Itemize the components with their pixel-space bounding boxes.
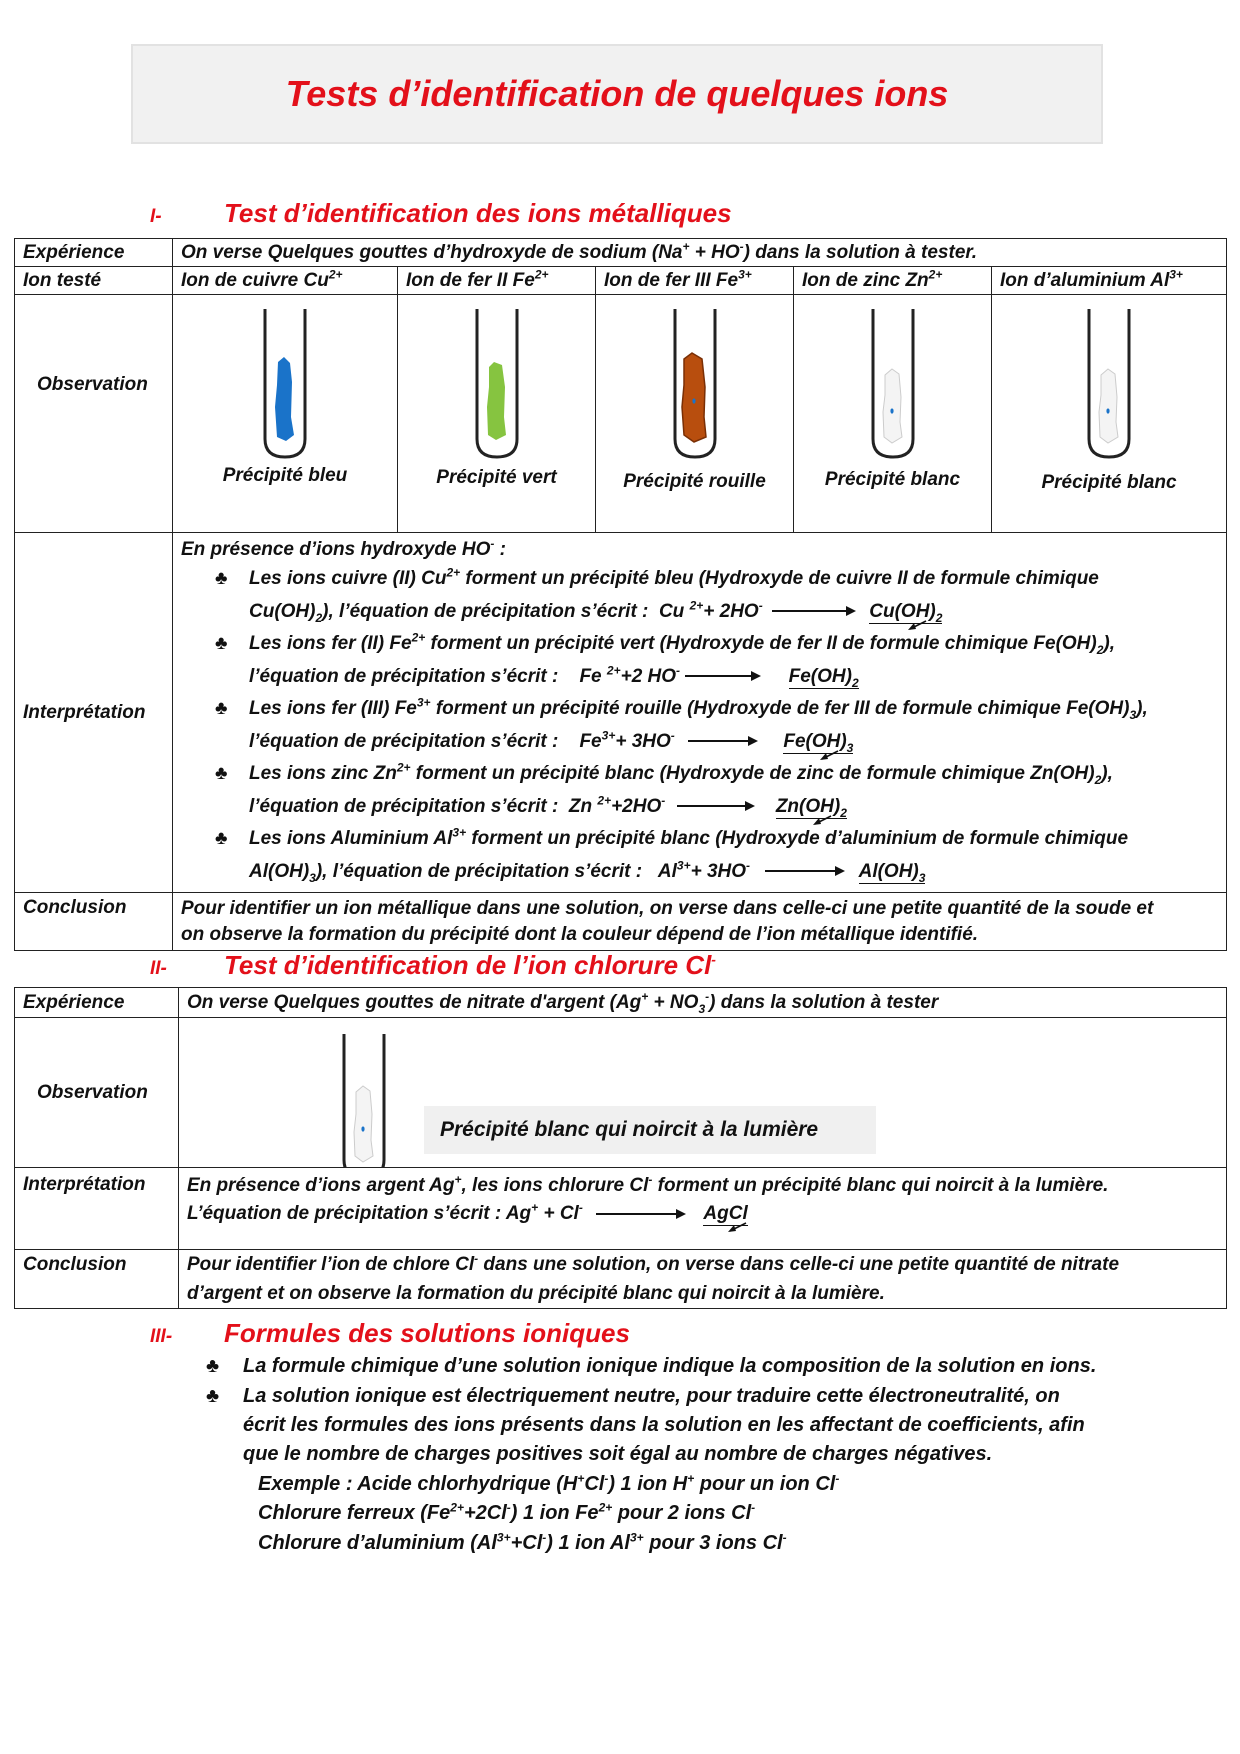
ion-cell: Ion de cuivre $Cu^{2+}$ (173, 267, 398, 295)
conclusion-row (15, 893, 1227, 951)
observation-row (15, 295, 1227, 533)
conclusion-text (173, 893, 1227, 951)
conclusion-line: Pour identifier un ion métallique dans une solution, on verse dans celle-ci une petite quantité de la soude et (181, 897, 1154, 919)
tube-cell (398, 295, 596, 533)
precipitate (682, 353, 706, 442)
bullet-text: La solution ionique est électriquement neutre, pour traduire cette électroneutralité, on (243, 1385, 1060, 1407)
ion-cell: Ion de fer II $Fe^{2+}$ (398, 267, 596, 295)
precipitate-arrow-icon (726, 1221, 748, 1233)
conclusion-row (15, 1250, 1227, 1309)
section-1-heading (150, 198, 732, 229)
observation-cell (179, 1018, 1227, 1168)
equation-line: $Al(OH)_3$), l’équation de précipitation s’écrit : $Al^{3+}+ 3HO^-$ $Al(OH)_3$ (249, 858, 926, 885)
precipitate-label: Précipité blanc (1041, 472, 1177, 493)
club-icon: ♣ (215, 763, 228, 784)
title-box (131, 44, 1103, 144)
tube-cell (596, 295, 794, 533)
row-label: Observation (15, 295, 173, 533)
row-label: Expérience (15, 239, 173, 267)
precipitate (487, 362, 506, 440)
interpretation-text (179, 1168, 1227, 1250)
ion-cell: Ion de fer III $Fe^{3+}$ (596, 267, 794, 295)
experience-row (15, 988, 1227, 1018)
section-3-title: Formules des solutions ioniques (224, 1318, 630, 1348)
equation-line: l’équation de précipitation s’écrit : $Fe^{3+}+ 3HO^-$ $Fe(OH)_3$ (181, 726, 1218, 759)
observation-row (15, 1018, 1227, 1168)
test-tube-icon (670, 307, 720, 465)
club-icon: ♣ (215, 698, 228, 719)
example-line: Chlorure d’aluminium $(Al^{3+}+Cl^-)$ 1 ion $Al^{3+}$ pour 3 ions Cl- (258, 1530, 787, 1554)
tube-cell (173, 295, 398, 533)
metal-ions-table (14, 238, 1227, 951)
product-formula: AgCl (703, 1203, 747, 1226)
experience-text: On verse Quelques gouttes de nitrate d'argent $(Ag^+ + NO_3^-)$ dans la solution à tester (179, 988, 1227, 1018)
interpretation-row (15, 1168, 1227, 1250)
club-icon: ♣ (206, 1355, 220, 1377)
precipitate (1099, 369, 1118, 443)
precipitate (883, 369, 902, 443)
interpretation-intro: En présence d’ions hydroxyde HO- : (181, 536, 506, 560)
test-tube-icon (1084, 307, 1134, 465)
chloride-table (14, 987, 1227, 1309)
reaction-arrow-icon (671, 799, 757, 813)
bullet-aluminium: ♣ Les ions Aluminium $Al^{3+}$ forment un précipité blanc (Hydroxyde d’aluminium de formule chimique (181, 823, 1218, 856)
precipitate-label: Précipité blanc (824, 469, 961, 490)
bullet-text: que le nombre de charges positives soit égal au nombre de charges négatives. (243, 1443, 993, 1465)
ion-row (15, 267, 1227, 295)
example-line: Chlorure ferreux $(Fe^{2+}+2Cl^-)$ 1 ion $Fe^{2+}$ pour 2 ions Cl- (258, 1500, 756, 1524)
interpretation-line: En présence d’ions argent Ag+, les ions chlorure Cl- forment un précipité blanc qui noircit à la lumière. (187, 1172, 1109, 1196)
reaction-arrow-icon (680, 734, 760, 748)
reaction-arrow-icon (755, 864, 847, 878)
club-icon: ♣ (215, 568, 228, 589)
ion-cell: Ion de zinc $Zn^{2+}$ (794, 267, 992, 295)
conclusion-line: d’argent et on observe la formation du précipité blanc qui noircit à la lumière. (187, 1283, 885, 1304)
bullet-iron2: ♣ Les ions fer (II) $Fe^{2+}$ forment un précipité vert (Hydroxyde de fer II de formule chimique $Fe(OH)_2$), (181, 628, 1218, 661)
precipitate-label: Précipité rouille (623, 471, 766, 492)
row-label: Conclusion (15, 1250, 179, 1309)
product-formula: $Zn(OH)_2$ (776, 796, 847, 819)
club-icon: ♣ (215, 828, 228, 849)
section-3-heading (150, 1318, 630, 1349)
precipitate-label: Précipité bleu (222, 465, 348, 486)
observation-label: Précipité blanc qui noircit à la lumière (424, 1106, 876, 1154)
page-title: Tests d’identification de quelques ions (285, 73, 949, 114)
row-label: Interprétation (15, 1168, 179, 1250)
reaction-arrow-icon (685, 669, 763, 683)
section-1-number: I- (150, 206, 162, 227)
experience-text: On verse Quelques gouttes d’hydroxyde de sodium (Na+ + HO-) dans la solution à tester. (173, 239, 1227, 267)
reaction-arrow-icon (768, 604, 858, 618)
precipitate (354, 1086, 373, 1162)
precipitate (275, 357, 294, 441)
equation-line: $Cu(OH)_2$), l’équation de précipitation s’écrit : Cu $^{2+}$+ 2HO- $Cu(OH)_2$ (181, 596, 1218, 629)
row-label: Interprétation (15, 533, 173, 893)
product-formula: $Fe(OH)_2$ (788, 665, 859, 690)
bullet-iron3: ♣ Les ions fer (III) $Fe^{3+}$ forment un précipité rouille (Hydroxyde de fer III de formule chimique $Fe(OH)_3$), (181, 693, 1218, 726)
product-formula: $Cu(OH)_2$ (869, 601, 942, 624)
interpretation-text (173, 533, 1227, 893)
experience-row (15, 239, 1227, 267)
bullet-text: La formule chimique d’une solution ionique indique la composition de la solution en ions. (243, 1355, 1097, 1377)
section-2-heading (150, 950, 716, 981)
test-tube-icon (339, 1032, 389, 1168)
example-line: Exemple : Acide chlorhydrique (H+Cl-) 1 ion H+ pour un ion Cl- (258, 1471, 840, 1495)
conclusion-line: Pour identifier l’ion de chlore Cl- dans une solution, on verse dans celle-ci une petite quantité de nitrate (187, 1251, 1120, 1275)
ion-cell: Ion d’aluminium $Al^{3+}$ (992, 267, 1227, 295)
section-1-title: Test d’identification des ions métalliques (224, 198, 732, 228)
equation-line: L’équation de précipitation s’écrit : Ag+ + Cl- AgCl (187, 1200, 1218, 1228)
product-formula: $Fe(OH)_3$ (783, 731, 853, 754)
tube-cell (794, 295, 992, 533)
row-label: Observation (15, 1018, 179, 1168)
test-tube-icon (868, 307, 918, 465)
section-2-title: Test d’identification de l’ion chlorure Cl- (224, 950, 716, 980)
conclusion-text (179, 1250, 1227, 1309)
equation-line: l’équation de précipitation s’écrit : Fe $^{2+}$+2 HO- $Fe(OH)_2$ (249, 663, 859, 690)
equation-line: l’équation de précipitation s’écrit : Zn $^{2+}$+2HO- $Zn(OH)_2$ (181, 791, 1218, 824)
tube-cell (992, 295, 1227, 533)
club-icon: ♣ (206, 1385, 220, 1407)
precipitate-label: Précipité vert (436, 467, 557, 488)
reaction-arrow-icon (588, 1207, 688, 1221)
club-icon: ♣ (215, 633, 228, 654)
bullet-copper: ♣ Les ions cuivre (II) $Cu^{2+}$ forment un précipité bleu (Hydroxyde de cuivre II de formule chimique (181, 563, 1218, 596)
test-tube-icon (472, 307, 522, 465)
row-label: Ion testé (15, 267, 173, 295)
section-3-number: III- (150, 1326, 173, 1347)
test-tube-icon (260, 307, 310, 465)
row-label: Expérience (15, 988, 179, 1018)
product-formula: $Al(OH)_3$ (858, 860, 926, 885)
bullet-text: écrit les formules des ions présents dans la solution en les affectant de coefficients, afin (243, 1414, 1085, 1436)
bullet-zinc: ♣ Les ions zinc $Zn^{2+}$ forment un précipité blanc (Hydroxyde de zinc de formule chimique $Zn(OH)_2$), (181, 758, 1218, 791)
interpretation-row (15, 533, 1227, 893)
section-2-number: II- (150, 958, 167, 979)
row-label: Conclusion (15, 893, 173, 951)
conclusion-line: on observe la formation du précipité dont la couleur dépend de l’ion métallique identifié. (181, 923, 979, 945)
